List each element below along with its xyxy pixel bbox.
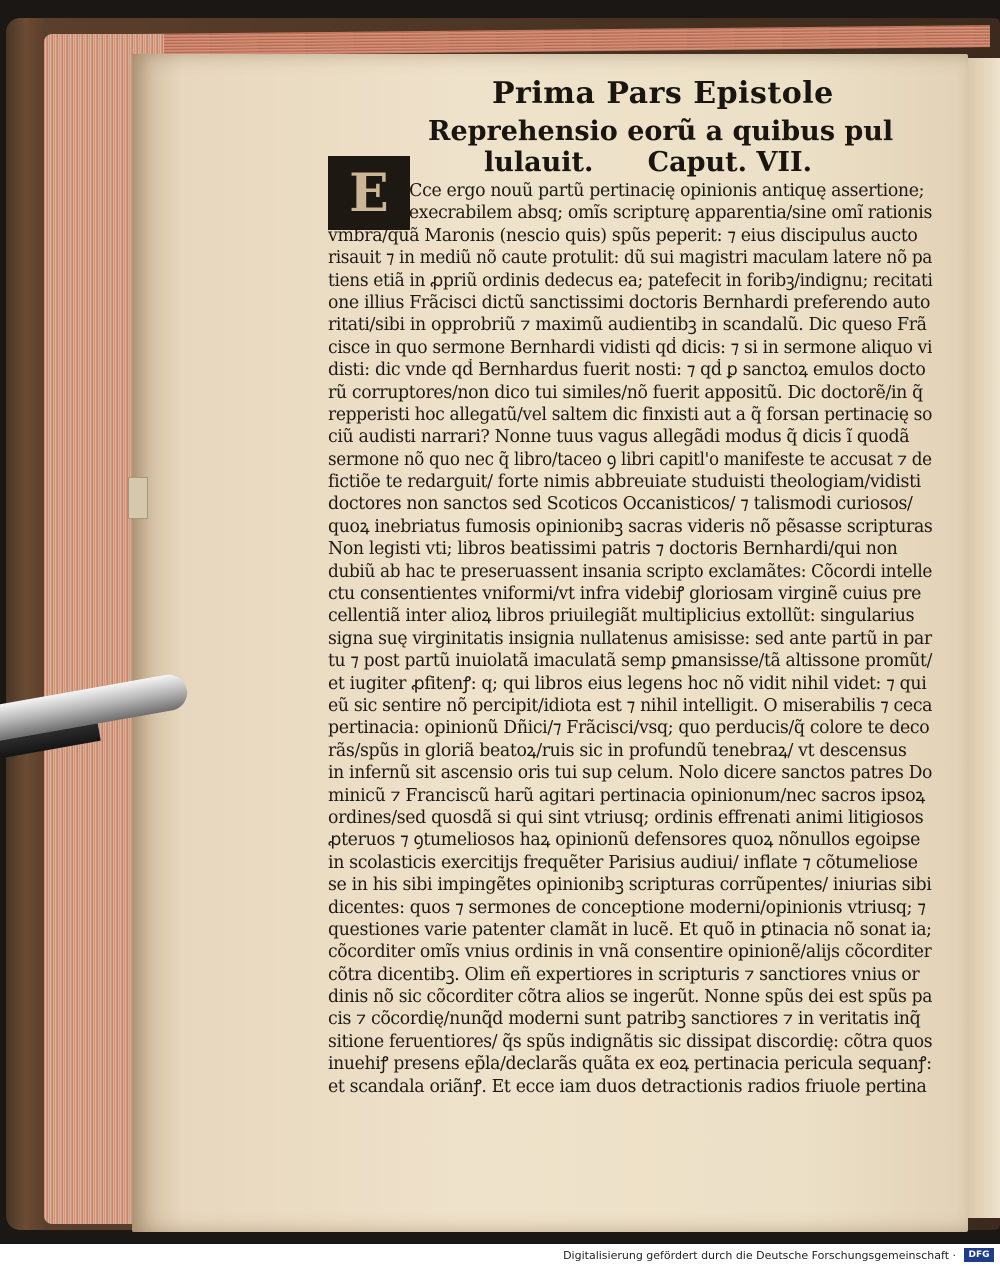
text-line: pertinacia: opinionũ Dñici/⁊ Frãcisci/vsq; quo perducis/q̃ colore te deco bbox=[328, 718, 930, 739]
body-text bbox=[328, 180, 938, 1098]
text-line: rãs/spũs in gloriã beatoꝝ/ruis sic in profundũ tenebraꝝ/ vt descensus bbox=[328, 740, 907, 761]
text-line: disti: dic vnde qḋ Bernhardus fuerit nosti: ⁊ qḋ ꝑ sanctoꝝ emulos docto bbox=[328, 360, 926, 381]
text-line: rũ corruptores/non dico tui similes/nõ fuerit appositũ. Dic doctorẽ/in q̃ bbox=[328, 382, 923, 403]
text-line: ctu consentientes vniformi/vt infra videbiꝭ gloriosam virginẽ cuius pre bbox=[328, 584, 921, 605]
text-line: ritati/sibi in opprobriũ ⁊ maximũ audientibꝫ in scandalũ. Dic queso Frã bbox=[328, 315, 927, 336]
text-line: execrabilem absq; omĩs scripturę apparentia/sine omĩ rationis bbox=[408, 203, 932, 224]
text-line: dubiũ ab hac te preseruassent insania scripto exclamãtes: Cõcordi intelle bbox=[328, 561, 932, 582]
text-line: cõcorditer omĩs vnius ordinis in vnã consentire opinionẽ/alijs cõcorditer bbox=[328, 942, 932, 963]
text-line: cisce in quo sermone Bernhardi vidisti qḋ dicis: ⁊ si in sermone aliquo vi bbox=[328, 337, 933, 358]
text-line: tu ⁊ post partũ inuiolatã imaculatã semp ꝑmansisse/tã altissone promũt/ bbox=[328, 651, 933, 672]
text-line: sitione feruentiores/ q̃s spũs indignãtis sic dissipat discordię: cõtra quos bbox=[328, 1031, 933, 1052]
text-line: repperisti hoc allegatũ/vel saltem dic finxisti aut a q̃ forsan pertinacię so bbox=[328, 404, 933, 425]
text-line: Cce ergo nouũ partũ pertinacię opinionis antiquę assertione; bbox=[409, 181, 925, 201]
dfg-logo: DFG bbox=[964, 1248, 994, 1262]
text-line: cellentiã inter alioꝝ libros priuilegiãt multiplicius extollũt: singularius bbox=[328, 606, 915, 627]
text-line: et scandala oriãnꝭ. Et ecce iam duos detractionis radios friuole pertina bbox=[328, 1076, 927, 1097]
text-line: ordines/sed quosdã si qui sint vtriusq; ordinis effrenati animi litigiosos bbox=[328, 807, 924, 828]
chapter-heading bbox=[428, 116, 894, 178]
text-line: inuehiꝭ presens ep̃la/declarãs quãta ex eoꝝ pertinacia pericula sequanꝭ: bbox=[328, 1054, 932, 1075]
footer-credit: Digitalisierung gefördert durch die Deutsche Forschungsgemeinschaft · bbox=[563, 1248, 956, 1262]
text-line: signa suę virginitatis insignia nullatenus amisisse: sed ante partũ in par bbox=[328, 628, 932, 649]
text-line: minicũ ⁊ Franciscũ harũ agitari pertinacia opinionum/nec sacros ipsoꝝ bbox=[328, 785, 925, 806]
text-line: dinis nõ sic cõcorditer cõtra alios se ingerũt. Nonne spũs dei est spũs pa bbox=[328, 987, 933, 1008]
decorated-initial: E bbox=[328, 156, 410, 230]
text-line: eũ sic sentire nõ percipit/idiota est ⁊ nihil intelligit. O miserabilis ⁊ ceca bbox=[328, 695, 932, 716]
text-line: et iugiter ꝓfitenꝭ: q; qui libros eius legens hoc nõ vidit nihil videt: ⁊ qui bbox=[328, 673, 927, 694]
text-line: sermone nõ quo nec q̃ libro/taceo ꝯ libri capitl'o manifeste te accusat ⁊ de bbox=[328, 449, 932, 470]
text-line: risauit ⁊ in mediũ nõ caute protulit: dũ sui magistri maculam latere nõ pa bbox=[328, 248, 933, 269]
text-line: ciũ audisti narrari? Nonne tuus vagus allegãdi modus q̃ dicis ĩ quodã bbox=[328, 427, 910, 448]
page-tab-marker bbox=[128, 477, 148, 519]
text-line: fictiõe te redarguit/ forte nimis abbreuiate studuisti theologiam/vidisti bbox=[328, 472, 921, 493]
text-line: in infernũ sit ascensio oris tui sup celum. Nolo dicere sanctos patres Do bbox=[328, 763, 933, 784]
digitization-footer bbox=[0, 1244, 1000, 1266]
text-line: one illius Frãcisci dictũ sanctissimi doctoris Bernhardi preferendo auto bbox=[328, 292, 931, 313]
text-line: in scolasticis exercitijs frequẽter Parisius audiui/ inflate ⁊ cõtumeliose bbox=[328, 852, 918, 873]
chapter-heading-line-2: lulauit. bbox=[484, 147, 594, 178]
text-line: se in his sibi impingẽtes opinionibꝫ scripturas corrũpentes/ iniurias sibi bbox=[328, 875, 932, 896]
chapter-number: Caput. VII. bbox=[647, 147, 812, 178]
text-line: tiens etiã in ꝓpriũ ordinis dedecus ea; patefecit in foribꝫ/indignu; recitati bbox=[328, 270, 933, 291]
text-line: dicentes: quos ⁊ sermones de conceptione moderni/opinionis vtriusq; ⁊ bbox=[328, 897, 926, 918]
text-line: cõtra dicentibꝫ. Olim eñ expertiores in scripturis ⁊ sanctiores vnius or bbox=[328, 964, 920, 985]
chapter-heading-line-1: Reprehensio eorũ a quibus pul bbox=[428, 116, 894, 147]
facing-page-edge bbox=[966, 58, 1000, 1218]
text-line: cis ⁊ cõcordię/nunq̃d moderni sunt patribꝫ sanctiores ⁊ in veritatis inq̃ bbox=[328, 1009, 921, 1030]
text-line: Non legisti vti; libros beatissimi patris ⁊ doctoris Bernhardi/qui non bbox=[328, 539, 898, 560]
text-line: doctores non sanctos sed Scoticos Occanisticos/ ⁊ talismodi curiosos/ bbox=[328, 494, 913, 515]
text-line: questiones varie patenter clamãt in lucẽ. Et quõ in ꝑtinacia nõ sonat ia; bbox=[328, 919, 932, 940]
text-line: vmbra/quã Maronis (nescio quis) spũs peperit: ⁊ eius discipulus aucto bbox=[328, 225, 918, 246]
running-head: Prima Pars Epistole bbox=[492, 76, 834, 111]
text-line: ꝓteruos ⁊ ꝯtumeliosos haꝝ opinionũ defensores quoꝝ nõnullos egoipse bbox=[328, 830, 921, 851]
text-line: quoꝝ inebriatus fumosis opinionibꝫ sacras videris nõ pẽsasse scripturas bbox=[328, 516, 933, 537]
